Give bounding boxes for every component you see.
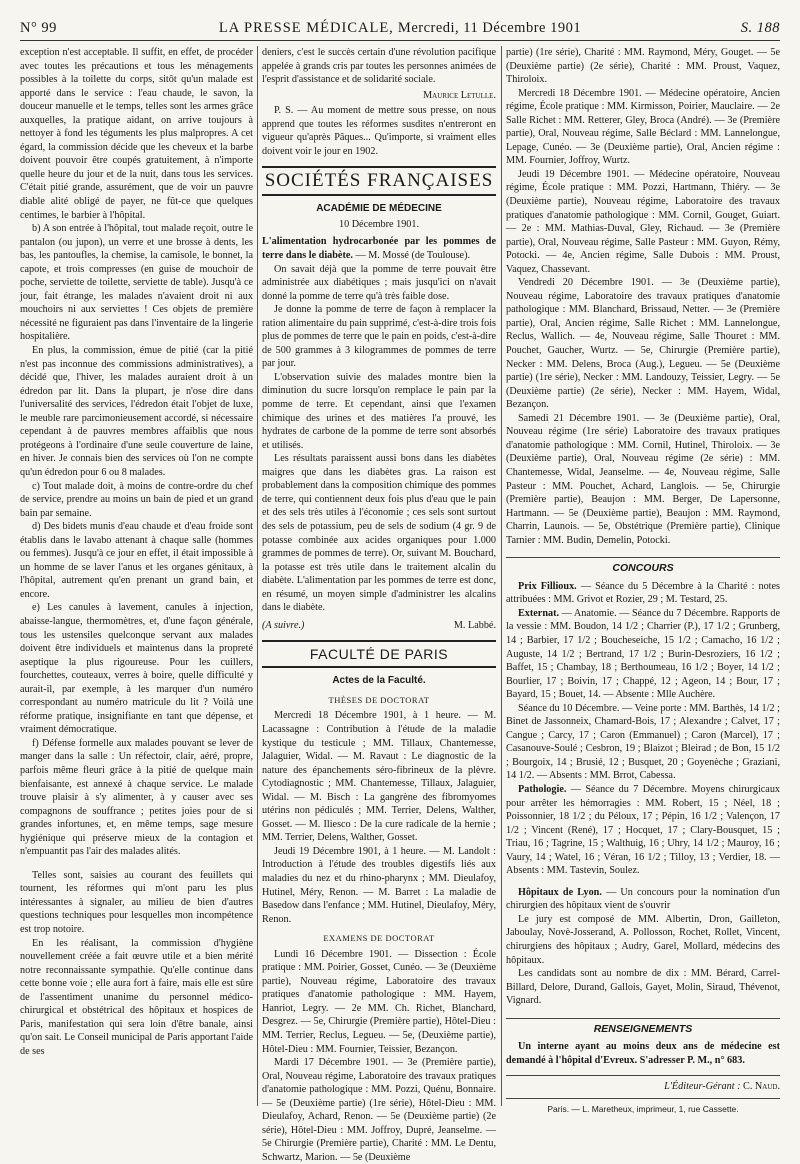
paragraph: Les résultats paraissent aussi bons dans les diabètes maigres que dans les diabètes gras. La raison est probablement dans la composition chimique des pommes de terre, qui contiennent deux fois plus d'eau que le pain et des sels très utiles à l'économie ; ces sels sont surtout des sels de potassium, peu de sels de sodium (4 gr. 9 de potasse combinée aux acides organiques pour 1.000 grammes de pommes de terre). Or, suivant M. Bouchard, la potasse est très utile dans le traitement alcalin du diabète. L'alimentation par les pommes de terre est donc, en résumé, un moyen simple d'administrer les alcalins dans le diabète. [262, 453, 496, 614]
printer-line: Paris. — L. Maretheux, imprimeur, 1, rue Cassette. [506, 1098, 780, 1117]
reporter-signature: M. Labbé. [453, 619, 496, 631]
postscript: P. S. — Au moment de mettre sous presse, on nous apprend que toutes les réformes susdites n'entreront en vigueur qu'après Pâques... Qu'importe, si vraiment elles doivent voir le jour en 1902. [262, 105, 496, 157]
paragraph: Les candidats sont au nombre de dix : MM. Bérard, Carrel-Billard, Delore, Durand, Gallois, Gayet, Molin, Siraud, Thévenot, Vignard. [506, 968, 780, 1007]
concours-heading: CONCOURS [506, 557, 780, 576]
paragraph: On savait déjà que la pomme de terre pouvait être administrée aux diabétiques ; mais jusqu'ici on n'avait donné la pomme de terre qu'à très faible dose. [262, 263, 496, 302]
session-date: 10 Décembre 1901. [338, 218, 420, 230]
page-header [20, 18, 780, 41]
column-divider [257, 46, 258, 1106]
paragraph: Lundi 16 Décembre 1901. — Dissection : École pratique : MM. Poirier, Gosset, Cunéo. — 3e (Deuxième partie), Nouveau régime, Laboratoire des travaux pratiques d'anatomie pathologique : MM. Hayem, Hanriot, Legry. — 2e MM. Ch. Richet, Blanchard, Desgrez. — 5e, Chirurgie (Première partie), Hôtel-Dieu : MM. Terrier, Reclus, Legueu. — 5e, (Deuxième partie), Hôtel-Dieu : MM. Fournier, Teissier, Bezançon. [262, 948, 496, 1055]
issue-number: N° 99 [20, 20, 57, 36]
paragraph: exception n'est acceptable. Il suffit, en effet, de procéder avec toutes les précautions et tous les ménagements possibles à la toilette du corps, sitôt qu'un malade est apporté dans le service : l'eau chaude, le savon, la douceur manuelle et le temps, telles sont les armes grâce auxquelles, la pratique aidant, on arrive toujours à nettoyer à fond les téguments les plus malpropres. A cet égard, la commission décide que les cheveux et la barbe doivent pouvoir être coupés gratuitement, à n'importe quelle heure du jour et de la nuit, dans tous les services. C'était pitié grande, assurément, que de voir un pauvre diable alité obligé de payer, ne fût-ce que quelques centimes, le barbier à l'hôpital. [20, 47, 253, 221]
paragraph: Mardi 17 Décembre 1901. — 3e (Première partie), Oral, Nouveau régime, Laboratoire des travaux pratiques d'anatomie pathologique : MM. Pozzi, Quénu, Bonnaire. — 5e (Deuxième partie) (1re série), Hôtel-Dieu : MM. Dieulafoy, Achard, Renon. — 5e (Deuxième partie) (2e série), Hôtel-Dieu : MM. Joffroy, Dupré, Jeanselme. — 5e Chirurgie (Première partie), Charité : MM. Le Dentu, Schwartz, Marion. — 5e (Deuxième [262, 1057, 496, 1163]
lyon-title: Hôpitaux de Lyon. [518, 886, 602, 898]
column-divider [501, 46, 502, 1106]
journal-name: LA PRESSE MÉDICALE, [218, 20, 394, 36]
editor-label: L'Éditeur-Gérant : [664, 1081, 741, 1093]
paragraph: Samedi 21 Décembre 1901. — 3e (Deuxième partie), Oral, Nouveau régime (1re série) Laboratoire des travaux pratiques d'anatomie pathologique : MM. Cornil, Hutinel, Thiroloix. — 3e (Deuxième partie), Oral, Nouveau régime (2e série) : MM. Chantemesse, Widal, Jeanselme. — 4e, Nouveau régime, Salle Pasteur : MM. Pouchet, Achard, Langlois. — 5e, Chirurgie (Première partie), Beaujon : MM. Berger, De Lapersonne, Hartmann. — 5e (Deuxième partie), Beaujon : MM. Raymond, Charrin, Launois. — 5e, Obstétrique (Première partie), Clinique Tarnier : MM. Budin, Demelin, Potocki. [506, 412, 780, 546]
column-middle [262, 46, 496, 1163]
paragraph: Jeudi 19 Décembre 1901. — Médecine opératoire, Nouveau régime, École pratique : MM. Pozzi, Hartmann, Thiéry. — 3e (Deuxième partie), Nouveau régime, Laboratoire des travaux pratiques d'anatomie pathologique : MM. Cornil, Gouget, Guiart. — 2e : MM. Mathias-Duval, Gley, Richaud. — 3e (Première partie), Oral, Nouveau régime, Salle Pasteur : MM. Guyon, Rémy, Potocki. — 4e, Ancien régime, Salle Dubois : MM. Proust, Vaquez, Chassevant. [506, 168, 780, 275]
paragraph: Le jury est composé de MM. Albertin, Dron, Gailleton, Jaboulay, Novè-Josserand, A. Pollosson, Rochet, Rollet, Vincent, chirurgiens des hôpitaux ; Audry, Garel, Mollard, médecins des hôpitaux. [506, 913, 780, 966]
actes-heading: Actes de la Faculté. [332, 675, 426, 687]
paragraph: L'observation suivie des malades montre bien la diminution du sucre lorsqu'on remplace le pain par la pomme de terre. Et cependant, ainsi que l'examen chimique des urines et des matières l'a prouvé, les hydrates de carbone de la pomme de terre sont absorbés et utilisés. [262, 371, 496, 451]
paragraph: Telles sont, saisies au courant des feuillets qui tournent, les réformes qui m'ont paru les plus intéressantes à signaler, au milieu de bien d'autres questions techniques pour lesquelles mon incompétence est trop notoire. [20, 869, 253, 935]
page-number: S. 188 [740, 20, 780, 36]
paragraph: Je donne la pomme de terre de façon à remplacer la ration alimentaire du pain supprimé, c'est-à-dire trois fois plus de pommes de terre que le pain en poids, c'est-à-dire de 500 grammes à 3 kilogrammes de pommes de terre par jour. [262, 304, 496, 370]
section-heading-faculte: FACULTÉ DE PARIS [262, 640, 496, 668]
paragraph: partie) (1re série), Charité : MM. Raymond, Méry, Gouget. — 5e (Deuxième partie) (2e série), Charité : MM. Proust, Vaquez, Thiroloix. [506, 47, 780, 86]
paragraph: En les réalisant, la commission d'hygiène nouvellement créée a fait œuvre utile et a bien mérité notre reconnaissante sympathie. Qu'elle continue dans cette bonne voie ; elle aura fort à faire, mais elle est sûre de l'assentiment unanime du personnel médico-chirurgical et obstétrical des hôpitaux et hospices de Paris, manifestation qui sera loin d'être banale, ainsi qu'on sait. Le Conseil municipal de Paris apportant l'aide de ses [20, 937, 253, 1057]
pathologie-title: Pathologie. [518, 783, 567, 795]
externat-title: Externat. [518, 607, 560, 619]
journal-title [20, 20, 780, 37]
paragraph: f) Défense formelle aux malades pouvant se lever de manger dans la salle : Un réfectoir, clair, aéré, propre, parfois même fleuri grâce à la pitié de quelque main bienfaisante, est annexé à chaque service. Le malade trouve plaisir à s'y alimenter, à y causer avec ses compagnons de souffrance ; petites joies pour de si grandes infortunes, et, en même temps, sage mesure hygiénique qui préserve mieux de la contagion et n'empuantit pas l'air des malades alités. [20, 737, 253, 858]
externat-body: — Anatomie. — Séance du 7 Décembre. Rapports de la vessie : MM. Boudon, 14 1/2 ; Charrier (P.), 17 1/2 ; Grunberg, 14 ; Barbier, 17 1/2 ; Boucheseiche, 15 1/2 ; Camacho, 16 1/2 ; Auguste, 14 1/2 ; Bertrand, 17 1/2 ; Burin-Desroziers, 16 1/2 ; Baffet, 15 ; Chambay, 18 ; Berthoumeau, 16 1/2 ; Boyer, 14 1/2 ; Bourlier, 17 ; Boivin, 17 ; Chappé, 12 ; Ageon, 14 ; Bour, 17 ; Bayard, 15 ; Bouet, 14. — Absente : Mlle Auchère. [506, 607, 781, 701]
column-right [506, 46, 781, 1114]
theses-heading: THÈSES DE DOCTORAT [328, 694, 430, 705]
article-footer [262, 619, 496, 633]
paragraph: b) A son entrée à l'hôpital, tout malade reçoit, outre le pantalon (ou jupon), un verre et une brosse à dents, les bas, les pantoufles, la chemise, la camisole, le bonnet, la capote, et trois compresses (en guise de mouchoir de poche, serviette de toilette, serviette de table). Jusqu'à ce jour, fait étrange, les malades n'avaient droit ni aux mouchoirs ni aux serviettes ! Ces objets de première nécessité ne figuraient pas dans l'inventaire de la lingerie hospitalière. [20, 223, 253, 343]
paragraph: d) Des bidets munis d'eau chaude et d'eau froide sont établis dans le lavabo attenant à chaque salle (hommes ou femmes). Jusqu'à ce jour en effet, il était impossible à un homme de se laver l'anus et les organes génitaux, à l'hôpital, autrement qu'en prenant un grand bain, et encore. [20, 521, 253, 600]
paragraph: Séance du 10 Décembre. — Veine porte : MM. Barthès, 14 1/2 ; Binet de Jassonneix, Chamard-Bois, 17 ; Alexandre ; Calvet, 17 ; Cangue ; Carcy, 17 ; Caron (Emmanuel) ; Caron (Marcel), 17 ; Casanouve-Soulé ; Cesbron, 19 ; Blaizot ; Bleirad ; de Bon, 15 1/2 ; Bourgoix, 14 ; Brusié, 12 ; Busquet, 20 ; Goyenèche ; Graziani, 14 1/2. — Absents : MM. Brrot, Cabessa. [506, 702, 780, 782]
to-be-continued: (A suivre.) [262, 619, 305, 631]
prix-body: — Séance du 5 Décembre à la Charité : notes attribuées : MM. Grivot et Rozier, 29 ; M. Testard, 25. [506, 580, 780, 606]
paragraph: c) Tout malade doit, à moins de contre-ordre du chef de service, prendre au moins un bain de pied et un grand bain par semaine. [20, 480, 253, 519]
paragraph: Vendredi 20 Décembre 1901. — 3e (Deuxième partie), Nouveau régime, Laboratoire des travaux pratiques d'anatomie pathologique : MM. Blanchard, Brissaud, Netter. — 3e (Première partie), Oral, Ancien régime, Salle Richet : MM. Lannelongue, Reclus, Wallich. — 4e, Nouveau régime, Salle Thouret : MM. Pouchet, Gaucher, Wurtz. — 5e, Chirurgie (Première partie), Necker : MM. Delens, Broca (Aug.), Legueu. — 5e (Deuxième partie) (1re série), Necker : MM. Landouzy, Teissier, Legry. — 5e (Deuxième partie) (2e série), Necker : MM. Hayem, Widal, Bezançon. [506, 277, 780, 411]
pathologie-body: — Séance du 7 Décembre. Moyens chirurgicaux pour arrêter les hémorragies : MM. Robert, 15 ; Néel, 18 ; Poissonnier, 18 1/2 ; du Péloux, 17 ; Pépin, 16 1/2 ; Valençon, 17 1/2 ; Vincent (René), 17 ; Hocquet, 17 ; Clary-Bousquet, 15 ; Triau, 16 ; Tagrine, 15 ; Walthuig, 16 ; Uhry, 14 1/2 ; Mauroy, 16 ; Vaury, 14 ; Watel, 16 ; Véran, 16 1/2 ; Tilloy, 13 ; Verdier, 18. — Absents : MM. Tastevin, Soulez. [506, 783, 781, 877]
editor-name: C. Naud. [743, 1081, 780, 1093]
lyon-body: — Un concours pour la nomination d'un chirurgien des hôpitaux vient de s'ouvrir [506, 886, 780, 912]
paragraph: Mercredi 18 Décembre 1901. — Médecine opératoire, Ancien régime, École pratique : MM. Kirmisson, Poirier, Mauclaire. — 2e Salle Richet : MM. Retterer, Gley, Broca (André). — 3e (Première partie), Oral, Nouveau régime, Salle Béclard : MM. Lannelongue, Lepage, Cunéo. — 3e (Deuxième partie), Oral, Ancien régime : MM. Fournier, Joffroy, Wurtz. [506, 87, 780, 167]
issue-date: Mercredi, 11 Décembre 1901 [397, 20, 582, 36]
prix-title: Prix Fillioux. [518, 580, 577, 592]
renseignements-heading: RENSEIGNEMENTS [506, 1018, 780, 1037]
examens-heading: EXAMENS DE DOCTORAT [323, 933, 435, 944]
author-signature: Maurice Letulle. [423, 89, 496, 101]
paragraph: deniers, c'est le succès certain d'une révolution pacifique appelée à grands cris par toutes les personnes animées de l'esprit d'assistance et de solidarité sociale. [262, 47, 496, 86]
article-title: L'alimentation hydrocarbonée par les pommes de terre dans le diabète. [262, 236, 496, 262]
section-heading-societes: SOCIÉTÉS FRANÇAISES [262, 166, 496, 196]
article-author: — M. Mossé (de Toulouse). [355, 250, 471, 262]
paragraph: Jeudi 19 Décembre 1901, à 1 heure. — M. Landolt : Introduction à l'étude des troubles digestifs liés aux maladies du nez et du rhino-pharynx ; MM. Dieulafoy, Hutinel, Méry, Renon. — M. Barret : La maladie de Basedow dans l'enfance ; MM. Hutinel, Dieulafoy, Méry, Renon. [262, 845, 496, 925]
paragraph: Mercredi 18 Décembre 1901, à 1 heure. — M. Lacassagne : Contribution à l'étude de la maladie kystique du testicule ; MM. Tillaux, Chantemesse, Jalaguier, Widal. — M. Ravaut : Le diagnostic de la nature des épanchements séro-fibrineux de la plèvre. Cytodiagnostic ; MM. Chantemesse, Tillaux, Jalaguier, Widal. — M. Bisch : La gangrène des fibromyomes utérins non pédiculés ; MM. Terrier, Delens, Walther, Gosset. — M. Iliesco : De la cure radicale de la hernie ; MM. Terrier, Delens, Walther, Gosset. [262, 710, 496, 844]
paragraph: Un interne ayant au moins deux ans de médecine est demandé à l'hôpital d'Evreux. S'adresser P. M., n° 683. [506, 1041, 780, 1066]
paragraph: En plus, la commission, émue de pitié (car la pitié n'est pas inconnue des commissions administratives), a décidé que, l'hiver, les malades auraient droit à un édredon par lit. Dans la plupart, je n'ose dire dans l'universalité des services, l'édredon était l'objet de luxe, le meuble rare parcimonieusement accordé, si nécessaire cependant à de pauvres membres affaiblis que nous protégeons à l'ordinaire d'une seule couverture de laine, en hiver. Je connais bien des services où l'on ne compte qu'un édredon pour 6 ou 8 malades. [20, 345, 253, 478]
paragraph: e) Les canules à lavement, canules à injection, abaisse-langue, thermomètres, et, d'une façon générale, tous les ustensiles quelconque servant aux malades doivent être individuels et maintenus dans la propreté aseptique la plus rigoureuse. Pour les cuillers, fourchettes, couteaux, verres à boire, quelle difficulté y aurait-il, par exemple, à les marquer d'un numéro correspondant au numéro matricule du lit ? Voilà une réforme pratique, insignifiante en tant que dépense, et vraiment démocratique. [20, 602, 253, 736]
column-left [20, 46, 253, 1106]
academie-heading: ACADÉMIE DE MÉDECINE [316, 203, 442, 215]
